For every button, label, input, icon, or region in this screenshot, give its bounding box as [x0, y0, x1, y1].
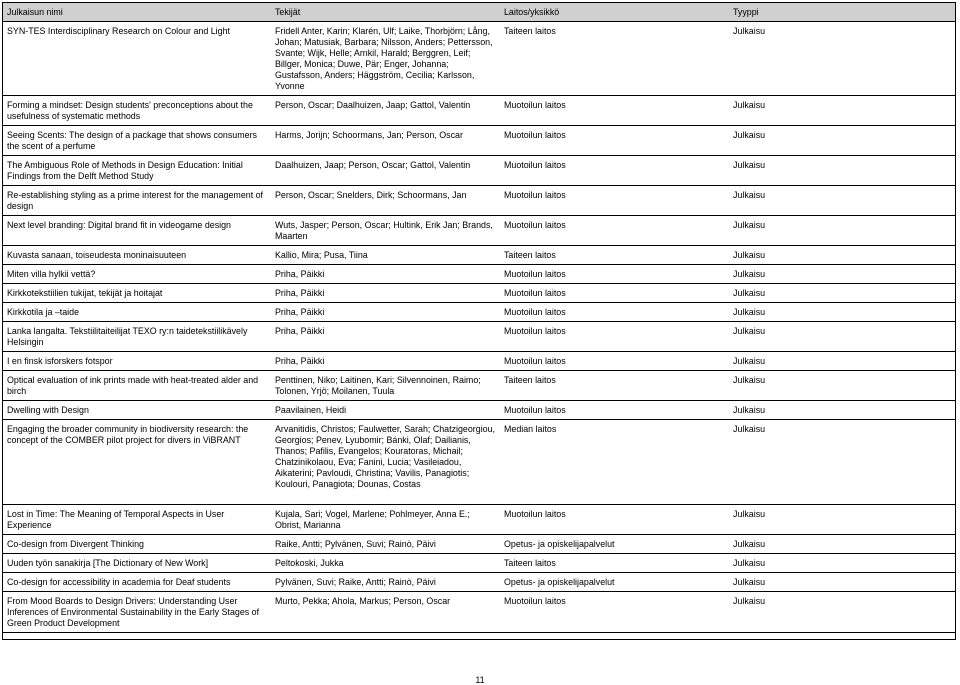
- publication-authors: Priha, Päikki: [271, 352, 500, 371]
- publication-authors: Daalhuizen, Jaap; Person, Oscar; Gattol, Valentin: [271, 156, 500, 186]
- header-authors: Tekijät: [271, 3, 500, 22]
- publication-type: Julkaisu: [729, 126, 955, 156]
- page-number: 11: [475, 675, 485, 685]
- publication-type: Julkaisu: [729, 401, 955, 420]
- table-row: [3, 156, 955, 186]
- publication-authors: Kallio, Mira; Pusa, Tiina: [271, 246, 500, 265]
- table-row: [3, 352, 955, 371]
- publication-unit: Taiteen laitos: [500, 554, 729, 573]
- publication-type: Julkaisu: [729, 535, 955, 554]
- table-row: [3, 265, 955, 284]
- publication-unit: Muotoilun laitos: [500, 303, 729, 322]
- publication-unit: Taiteen laitos: [500, 22, 729, 96]
- publication-authors: Harms, Jorijn; Schoormans, Jan; Person, Oscar: [271, 126, 500, 156]
- table-row: [3, 186, 955, 216]
- publication-authors: Wuts, Jasper; Person, Oscar; Hultink, Erik Jan; Brands, Maarten: [271, 216, 500, 246]
- table-row: [3, 371, 955, 401]
- publication-title: Kirkkotila ja –taide: [3, 303, 271, 322]
- publication-title: Co-design for accessibility in academia for Deaf students: [3, 573, 271, 592]
- publication-unit: Taiteen laitos: [500, 246, 729, 265]
- publication-title: Next level branding: Digital brand fit in videogame design: [3, 216, 271, 246]
- table-row: [3, 554, 955, 573]
- publication-type: Julkaisu: [729, 420, 955, 505]
- publication-title: Lost in Time: The Meaning of Temporal Aspects in User Experience: [3, 505, 271, 535]
- publication-type: Julkaisu: [729, 156, 955, 186]
- table-row: [3, 284, 955, 303]
- publication-title: Forming a mindset: Design students' preconceptions about the usefulness of systematic methods: [3, 96, 271, 126]
- header-title: Julkaisun nimi: [3, 3, 271, 22]
- publication-authors: Priha, Päikki: [271, 322, 500, 352]
- publication-unit: Muotoilun laitos: [500, 265, 729, 284]
- table-row: [3, 573, 955, 592]
- table-row: [3, 535, 955, 554]
- publication-authors: Arvanitidis, Christos; Faulwetter, Sarah; Chatzigeorgiou, Georgios; Penev, Lyubomir; Bánki, Olaf; Dailianis, Thanos; Pafilis, Evangelos; Kouratoras, Michail; Chatzinikolaou, Eva; Fanini, Lucia; Vasileiadou, Aikaterini; Pavloudi, Christina; Vavilis, Panagiotis; Koulouri, Panagiota; Dounas, Costas: [271, 420, 500, 505]
- publication-authors: Paavilainen, Heidi: [271, 401, 500, 420]
- publication-title: Re-establishing styling as a prime interest for the management of design: [3, 186, 271, 216]
- publication-title: Seeing Scents: The design of a package that shows consumers the scent of a perfume: [3, 126, 271, 156]
- publication-type: Julkaisu: [729, 573, 955, 592]
- publication-authors: Pylvänen, Suvi; Raike, Antti; Rainò, Päivi: [271, 573, 500, 592]
- table-header-row: [3, 3, 955, 22]
- publication-authors: Priha, Päikki: [271, 303, 500, 322]
- publication-title: The Ambiguous Role of Methods in Design Education: Initial Findings from the Delft Method Study: [3, 156, 271, 186]
- publication-title: Engaging the broader community in biodiversity research: the concept of the COMBER pilot project for divers in ViBRANT: [3, 420, 271, 505]
- publication-unit: Muotoilun laitos: [500, 126, 729, 156]
- table-row: [3, 246, 955, 265]
- publication-unit: Muotoilun laitos: [500, 592, 729, 633]
- publication-unit: Muotoilun laitos: [500, 322, 729, 352]
- publication-authors: Kujala, Sari; Vogel, Marlene; Pohlmeyer, Anna E.; Obrist, Marianna: [271, 505, 500, 535]
- publication-type: Julkaisu: [729, 284, 955, 303]
- table-row: [3, 96, 955, 126]
- publication-title: I en finsk isforskers fotspor: [3, 352, 271, 371]
- publication-type: Julkaisu: [729, 22, 955, 96]
- publication-unit: Muotoilun laitos: [500, 156, 729, 186]
- publication-authors: Priha, Päikki: [271, 284, 500, 303]
- table-row: [3, 22, 955, 96]
- publication-unit: Opetus- ja opiskelijapalvelut: [500, 535, 729, 554]
- publication-title: Co-design from Divergent Thinking: [3, 535, 271, 554]
- publication-unit: Muotoilun laitos: [500, 96, 729, 126]
- publication-type: Julkaisu: [729, 246, 955, 265]
- publication-type: Julkaisu: [729, 303, 955, 322]
- publication-type: Julkaisu: [729, 265, 955, 284]
- publication-type: Julkaisu: [729, 352, 955, 371]
- publication-authors: Murto, Pekka; Ahola, Markus; Person, Oscar: [271, 592, 500, 633]
- table-row: [3, 126, 955, 156]
- table-row: [3, 216, 955, 246]
- publication-title: Lanka langalta. Tekstiilitaiteilijat TEXO ry:n taidetekstiilikävely Helsingin: [3, 322, 271, 352]
- publication-unit: Muotoilun laitos: [500, 216, 729, 246]
- publication-title: From Mood Boards to Design Drivers: Understanding User Inferences of Environmental Sustainability in the Early Stages of Green Product Development: [3, 592, 271, 633]
- publication-title: Kuvasta sanaan, toiseudesta moninaisuuteen: [3, 246, 271, 265]
- publication-authors: Fridell Anter, Karin; Klarén, Ulf; Laike, Thorbjörn; Lång, Johan; Matusiak, Barbara; Nilsson, Anders; Pettersson, Svante; Wijk, Helle; Arnkil, Harald; Berggren, Leif; Billger, Monica; Duwe, Pär; Enger, Johanna; Gustafsson, Anders; Häggström, Cecilia; Karlsson, Yvonne: [271, 22, 500, 96]
- publication-unit: Muotoilun laitos: [500, 352, 729, 371]
- publication-title: Kirkkotekstiilien tukijat, tekijät ja hoitajat: [3, 284, 271, 303]
- publication-unit: Opetus- ja opiskelijapalvelut: [500, 573, 729, 592]
- publication-type: Julkaisu: [729, 186, 955, 216]
- publication-title: SYN-TES Interdisciplinary Research on Colour and Light: [3, 22, 271, 96]
- table-row: [3, 420, 955, 505]
- publication-type: Julkaisu: [729, 371, 955, 401]
- publication-type: Julkaisu: [729, 554, 955, 573]
- publication-type: Julkaisu: [729, 592, 955, 633]
- publication-authors: Raike, Antti; Pylvänen, Suvi; Rainò, Päivi: [271, 535, 500, 554]
- publication-unit: Muotoilun laitos: [500, 401, 729, 420]
- publication-authors: Penttinen, Niko; Laitinen, Kari; Silvennoinen, Raimo; Tolonen, Yrjö; Moilanen, Tuula: [271, 371, 500, 401]
- publication-unit: Median laitos: [500, 420, 729, 505]
- publication-authors: Priha, Päikki: [271, 265, 500, 284]
- table-row: [3, 303, 955, 322]
- publication-title: Uuden työn sanakirja [The Dictionary of New Work]: [3, 554, 271, 573]
- publication-title: Dwelling with Design: [3, 401, 271, 420]
- publication-unit: Muotoilun laitos: [500, 284, 729, 303]
- publication-unit: Taiteen laitos: [500, 371, 729, 401]
- publication-authors: Peltokoski, Jukka: [271, 554, 500, 573]
- publication-table-frame: [2, 2, 956, 640]
- publication-type: Julkaisu: [729, 216, 955, 246]
- publication-table: [3, 3, 955, 633]
- publication-type: Julkaisu: [729, 505, 955, 535]
- table-row: [3, 401, 955, 420]
- header-unit: Laitos/yksikkö: [500, 3, 729, 22]
- header-type: Tyyppi: [729, 3, 955, 22]
- publication-title: Miten villa hylkii vettä?: [3, 265, 271, 284]
- publication-unit: Muotoilun laitos: [500, 186, 729, 216]
- publication-type: Julkaisu: [729, 322, 955, 352]
- publication-authors: Person, Oscar; Daalhuizen, Jaap; Gattol, Valentin: [271, 96, 500, 126]
- publication-unit: Muotoilun laitos: [500, 505, 729, 535]
- publication-title: Optical evaluation of ink prints made with heat-treated alder and birch: [3, 371, 271, 401]
- publication-authors: Person, Oscar; Snelders, Dirk; Schoormans, Jan: [271, 186, 500, 216]
- table-row: [3, 322, 955, 352]
- publication-type: Julkaisu: [729, 96, 955, 126]
- table-row: [3, 505, 955, 535]
- table-row: [3, 592, 955, 633]
